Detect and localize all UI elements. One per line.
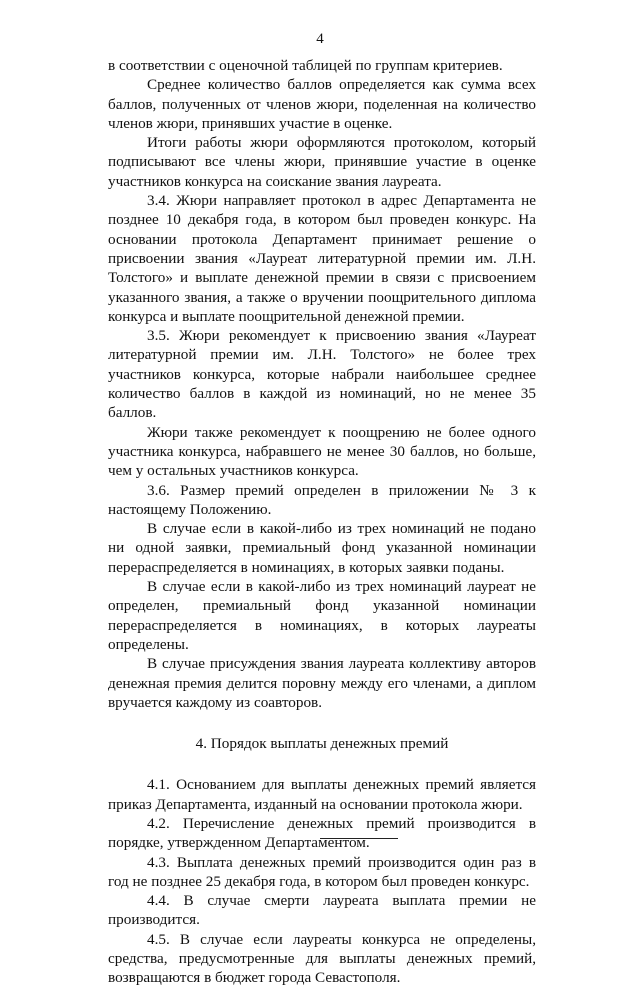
document-body — [108, 56, 536, 988]
paragraph: 4.1. Основанием для выплаты денежных премий является приказ Департамента, изданный на основании протокола жюри. — [108, 776, 536, 813]
paragraph: в соответствии с оценочной таблицей по группам критериев. — [108, 57, 503, 74]
paragraph: 3.4. Жюри направляет протокол в адрес Департамента не позднее 10 декабря года, в котором был проведен конкурс. На основании протокола Департамент принимает решение о присвоении звания «Лауреат литературной премии им. Л.Н. Толстого» и выплате денежной премии в связи с присвоением указанного звания, а также о вручении поощрительного диплома конкурса и выплате поощрительной денежной премии. — [108, 192, 536, 325]
paragraph: 4.3. Выплата денежных премий производится один раз в год не позднее 25 декабря года, в котором был проведен конкурс. — [108, 853, 536, 890]
paragraph: В случае если в какой-либо из трех номинаций лауреат не определен, премиальный фонд указанной номинации перераспределяется в номинациях, в которых лауреаты определены. — [108, 578, 536, 653]
paragraph: 4.5. В случае если лауреаты конкурса не определены, средства, предусмотренные для выплаты денежных премий, возвращаются в бюджет города Севастополя. — [108, 930, 536, 987]
paragraph: 3.5. Жюри рекомендует к присвоению звания «Лауреат литературной премии им. Л.Н. Толстого» не более трех участников конкурса, которые набрали наибольшее среднее количество баллов в каждой из номинаций, но не менее 35 баллов. — [108, 327, 536, 422]
page-number: 4 — [316, 31, 324, 47]
paragraph: Итоги работы жюри оформляются протоколом, который подписывают все члены жюри, принявшие участие в оценке участников конкурса на соискание звания лауреата. — [108, 134, 536, 190]
paragraph: 3.6. Размер премий определен в приложении № 3 к настоящему Положению. — [108, 481, 536, 518]
paragraph: 4.2. Перечисление денежных премий производится в порядке, утвержденном Департаментом. — [108, 814, 536, 852]
paragraph: В случае если в какой-либо из трех номинаций не подано ни одной заявки, премиальный фонд указанной номинации перераспределяется в номинациях, в которых заявки поданы. — [108, 520, 536, 576]
paragraph: 4.4. В случае смерти лауреата выплата премии не производится. — [108, 892, 536, 929]
section-heading: 4. Порядок выплаты денежных премий — [195, 735, 449, 753]
paragraph: Среднее количество баллов определяется как сумма всех баллов, полученных от членов жюри, поделенная на количество членов жюри, принявших участие в оценке. — [108, 76, 536, 132]
paragraph: В случае присуждения звания лауреата коллективу авторов денежная премия делится поровну между его членами, а диплом вручается каждому из соавторов. — [108, 655, 536, 711]
end-separator-line — [320, 838, 398, 839]
paragraph: Жюри также рекомендует к поощрению не более одного участника конкурса, набравшего не менее 30 баллов, но больше, чем у остальных участников конкурса. — [108, 423, 536, 480]
